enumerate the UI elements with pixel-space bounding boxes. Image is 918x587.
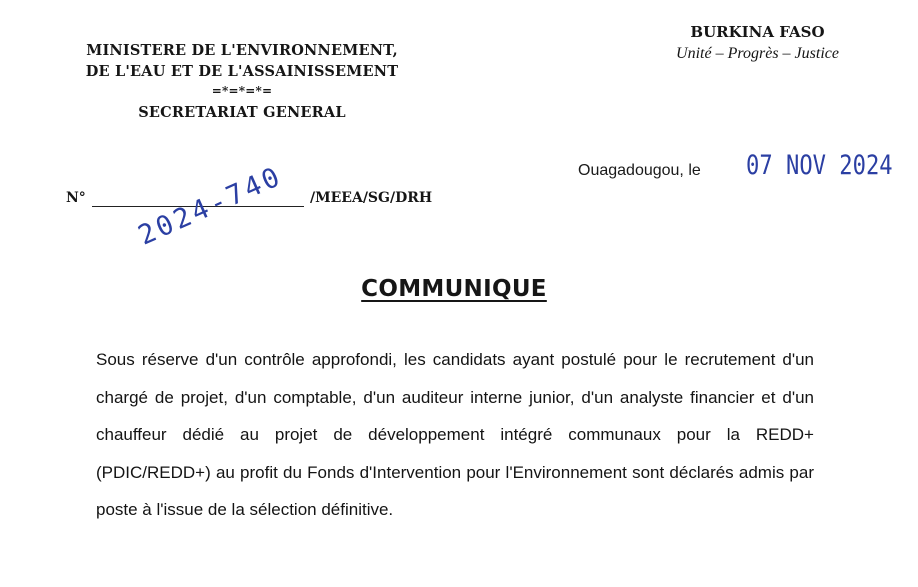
reference-suffix: /MEEA/SG/DRH — [310, 190, 433, 206]
ministry-header — [62, 40, 422, 123]
date-stamp: 07 NOV 2024 — [746, 150, 893, 181]
reference-label: N° — [66, 190, 86, 206]
ministry-name-line2: DE L'EAU ET DE L'ASSAINISSEMENT — [85, 63, 399, 80]
ministry-name-line1: MINISTERE DE L'ENVIRONNEMENT, — [86, 42, 398, 59]
country-name: BURKINA FASO — [690, 23, 825, 41]
communique-body: Sous réserve d'un contrôle approfondi, les candidats ayant postulé pour le recrutement d'un chargé de projet, d'un comptable, d'un auditeur interne junior, d'un analyste financier et d'un chauffeur dédié au projet de développement intégré communaux pour la REDD+ (PDIC/REDD+) au profit du Fonds d'Intervention pour l'Environnement sont déclarés admis par poste à l'issue de la sélection définitive. — [96, 350, 814, 519]
department-name: SECRETARIAT GENERAL — [138, 104, 346, 121]
document-title: COMMUNIQUE — [361, 276, 547, 302]
place-label: Ouagadougou, le — [578, 162, 701, 179]
country-motto: Unité – Progrès – Justice — [676, 45, 839, 62]
country-header — [650, 22, 865, 64]
handwritten-reference-number: 2024-740 — [133, 160, 288, 252]
header-separator: =*=*=*= — [211, 84, 273, 98]
document-title-wrap — [0, 276, 908, 302]
